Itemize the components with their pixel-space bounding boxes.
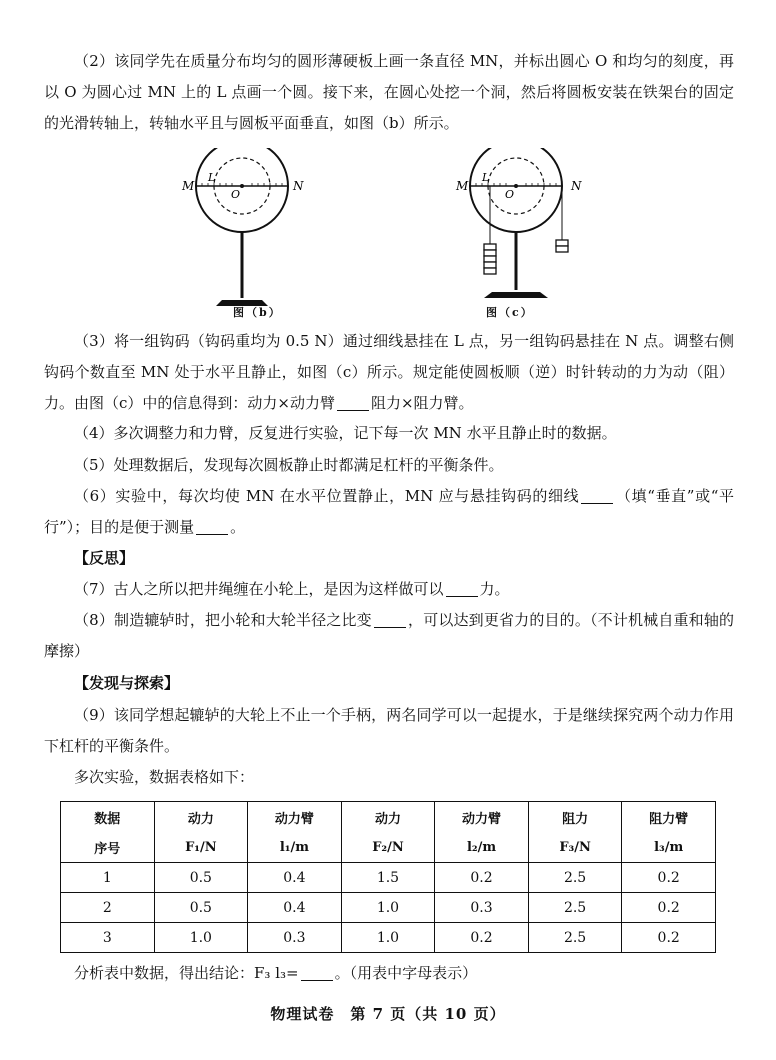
paragraph-3-text: （3）将一组钩码（钩码重均为 0.5 N）通过细线悬挂在 L 点，另一组钩码悬挂在 N 点。调整右侧钩码个数直至 MN 处于水平且静止，如图（c）所示。规定能使圆板顺（逆）时针转动的力为动（阻）力。由图（c）中的信息得到：动力×动力臂: [44, 332, 734, 412]
table-cell: 0.3: [248, 923, 342, 953]
table-header-cell: 数据: [61, 802, 155, 833]
conclusion-end: 。（用表中字母表示）: [334, 964, 478, 982]
table-header-cell: F₂/N: [341, 832, 435, 863]
page-footer: 物理试卷 第 7 页（共 10 页）: [270, 1005, 506, 1023]
label-l-b: L: [208, 171, 216, 184]
left-weights: [484, 244, 496, 274]
table-cell: 0.5: [154, 863, 248, 893]
table-cell: 0.2: [622, 863, 716, 893]
table-header-cell: F₁/N: [154, 832, 248, 863]
conclusion-line: [44, 958, 734, 989]
paragraph-8-end: ，可以达到更省力的目的。（不计机械自重和轴的摩擦）: [44, 611, 734, 660]
label-o-c: O: [505, 188, 515, 201]
table-header-bottom: [61, 832, 716, 863]
table-cell: 1: [61, 863, 155, 893]
paragraph-7: [44, 574, 734, 605]
paragraph-3-end: 阻力×阻力臂。: [370, 394, 474, 412]
paragraph-6-mid: （填“垂直”或“平行”）；目的是便于测量: [44, 487, 734, 536]
paragraph-9: （9）该同学想起辘轳的大轮上不止一个手柄，两名同学可以一起提水，于是继续探究两个动力作用下杠杆的平衡条件。: [44, 706, 734, 755]
paragraph-6-text: （6）实验中，每次均使 MN 在水平位置静止，MN 应与悬挂钩码的细线: [74, 487, 580, 505]
paragraph-8: [44, 605, 734, 667]
caption-fig-c: 图（c）: [486, 306, 534, 319]
table-header-cell: F₃/N: [528, 832, 622, 863]
answer-blank-8[interactable]: [374, 611, 406, 628]
paragraph-8-text: （8）制造辘轳时，把小轮和大轮半径之比变: [74, 611, 372, 629]
label-n-b: N: [293, 179, 304, 193]
answer-blank-6a[interactable]: [581, 487, 613, 504]
right-weights: [556, 240, 568, 252]
table-cell: 1.5: [341, 863, 435, 893]
section-explore: 【发现与探索】: [74, 674, 180, 692]
table-header-cell: 序号: [61, 832, 155, 863]
caption-fig-b: 图（b）: [233, 306, 282, 319]
table-header-cell: 动力: [154, 802, 248, 833]
table-cell: 2.5: [528, 893, 622, 923]
table-header-cell: 阻力: [528, 802, 622, 833]
table-cell: 0.3: [435, 893, 529, 923]
table-cell: 1.0: [341, 893, 435, 923]
label-l-c: L: [482, 171, 490, 184]
table-cell: 1.0: [154, 923, 248, 953]
answer-blank-6b[interactable]: [196, 518, 228, 535]
table-row: [61, 923, 716, 953]
label-o-b: O: [231, 188, 241, 201]
table-header-cell: l₁/m: [248, 832, 342, 863]
paragraph-10: 多次实验，数据表格如下：: [74, 768, 255, 786]
data-table: [60, 801, 716, 953]
table-header-cell: l₂/m: [435, 832, 529, 863]
paragraph-5: （5）处理数据后，发现每次圆板静止时都满足杠杆的平衡条件。: [74, 456, 504, 474]
section-reflection: 【反思】: [74, 549, 135, 567]
table-row: [61, 863, 716, 893]
answer-blank-conclusion[interactable]: [301, 964, 333, 981]
table-cell: 3: [61, 923, 155, 953]
table-header-cell: 动力: [341, 802, 435, 833]
table-cell: 2.5: [528, 863, 622, 893]
table-cell: 0.5: [154, 893, 248, 923]
table-cell: 0.2: [622, 893, 716, 923]
table-header-cell: 动力臂: [435, 802, 529, 833]
figure-b: [181, 148, 304, 306]
table-header-cell: 动力臂: [248, 802, 342, 833]
table-cell: 0.2: [622, 923, 716, 953]
paragraph-4: （4）多次调整力和力臂，反复进行实验，记下每一次 MN 水平且静止时的数据。: [74, 424, 617, 442]
label-m-c: M: [456, 179, 469, 193]
paragraph-3: [44, 326, 734, 419]
paragraph-6-end: 。: [230, 518, 246, 536]
paragraph-7-end: 力。: [479, 580, 510, 598]
table-header-cell: l₃/m: [622, 832, 716, 863]
conclusion-text: 分析表中数据，得出结论：F₃ l₃=: [74, 964, 299, 982]
table-cell: 1.0: [341, 923, 435, 953]
table-cell: 0.2: [435, 923, 529, 953]
label-m-b: M: [182, 179, 195, 193]
table-cell: 0.4: [248, 893, 342, 923]
answer-blank-7[interactable]: [446, 580, 478, 597]
table-cell: 0.2: [435, 863, 529, 893]
paragraph-2: （2）该同学先在质量分布均匀的圆形薄硬板上画一条直径 MN，并标出圆心 O 和均匀的刻度，再以 O 为圆心过 MN 上的 L 点画一个圆。接下来，在圆心处挖一个洞，然后将圆板安装在铁架台的固定的光滑转轴上，转轴水平且与圆板平面垂直，如图（b）所示。: [44, 52, 734, 132]
table-cell: 2: [61, 893, 155, 923]
table-header-cell: 阻力臂: [622, 802, 716, 833]
answer-blank-3[interactable]: [337, 394, 369, 411]
figure-c: [455, 148, 582, 298]
paragraph-7-text: （7）古人之所以把井绳缠在小轮上，是因为这样做可以: [74, 580, 444, 598]
table-header-top: [61, 802, 716, 833]
paragraph-6: [44, 481, 734, 543]
table-cell: 0.4: [248, 863, 342, 893]
label-n-c: N: [571, 179, 582, 193]
figures-b-c: [160, 148, 620, 324]
table-row: [61, 893, 716, 923]
table-cell: 2.5: [528, 923, 622, 953]
